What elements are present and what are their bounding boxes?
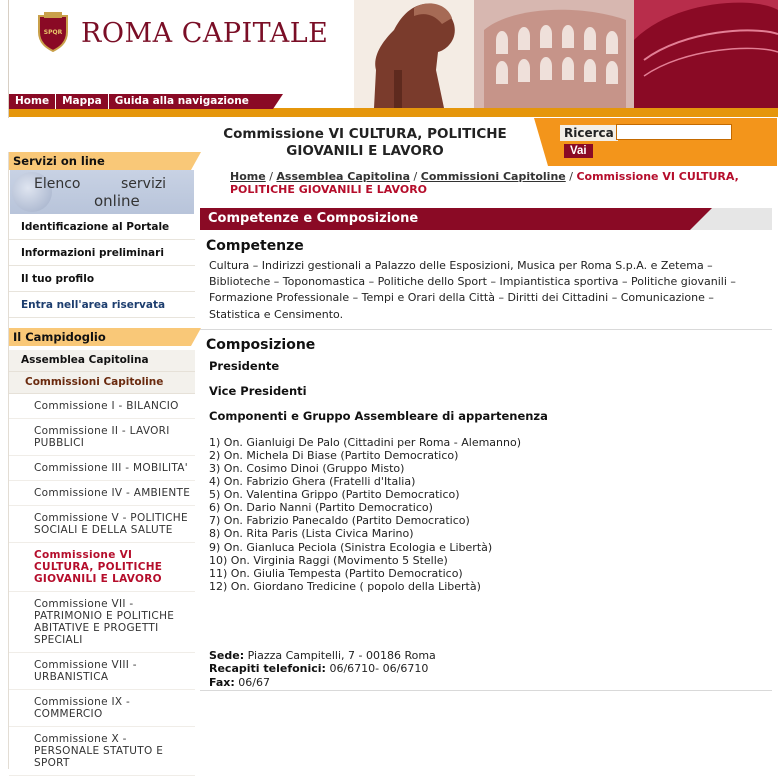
nav-home[interactable]: Home <box>9 94 56 109</box>
members-list <box>200 436 772 593</box>
sidebar-item-informazioni[interactable]: Informazioni preliminari <box>9 240 195 266</box>
banner-word-elenco: Elenco <box>34 176 81 192</box>
breadcrumb-home[interactable]: Home <box>230 170 266 183</box>
sidebar-commissione[interactable]: Commissione V - POLITICHE SOCIALI E DELLA SALUTE <box>9 506 195 543</box>
sidebar-commissione[interactable]: Commissione I - BILANCIO <box>9 394 195 419</box>
sidebar-heading-campidoglio: Il Campidoglio <box>9 328 191 346</box>
breadcrumb-separator: / <box>569 170 573 183</box>
sede-value: Piazza Campitelli, 7 - 00186 Roma <box>247 648 436 662</box>
nav-guida[interactable]: Guida alla navigazione <box>114 95 249 107</box>
presidente-label: Presidente <box>209 358 280 373</box>
member-item: 9) On. Gianluca Peciola (Sinistra Ecologia e Libertà) <box>209 540 493 554</box>
member-item: 2) On. Michela Di Biase (Partito Democratico) <box>209 448 459 462</box>
site-header <box>8 0 778 118</box>
elenco-servizi-banner[interactable] <box>10 170 194 214</box>
commissioni-list <box>9 394 195 776</box>
member-item: 7) On. Fabrizio Panecaldo (Partito Democratico) <box>209 514 470 528</box>
sidebar-commissione-active[interactable]: Commissione VI CULTURA, POLITICHE GIOVANILI E LAVORO <box>9 543 195 592</box>
header-orange-band <box>9 108 778 117</box>
section-title: Competenze e Composizione <box>200 208 690 230</box>
breadcrumb-assemblea[interactable]: Assemblea Capitolina <box>276 170 411 183</box>
search-button[interactable]: Vai <box>564 144 593 158</box>
sidebar-item-area-riservata[interactable]: Entra nell'area riservata <box>9 292 195 318</box>
top-navigation <box>9 94 273 109</box>
member-item: 5) On. Valentina Grippo (Partito Democratico) <box>209 488 460 502</box>
member-item: 1) On. Gianluigi De Palo (Cittadini per Roma - Alemanno) <box>209 435 522 449</box>
sidebar-item-profilo[interactable]: Il tuo profilo <box>9 266 195 292</box>
competenze-heading: Competenze <box>206 238 304 254</box>
fax-label: Fax: <box>209 675 235 689</box>
breadcrumb-separator: / <box>413 170 418 183</box>
svg-text:SPQR: SPQR <box>43 29 63 36</box>
member-item: 8) On. Rita Paris (Lista Civica Marino) <box>209 527 414 541</box>
search-input[interactable] <box>616 124 732 140</box>
search-box <box>548 118 777 166</box>
breadcrumb-commissioni[interactable]: Commissioni Capitoline <box>420 170 566 183</box>
fax-value: 06/67 <box>238 675 270 689</box>
sidebar-commissione[interactable]: Commissione IV - AMBIENTE <box>9 481 195 506</box>
breadcrumb-current: Commissione VI CULTURA, POLITICHE GIOVANILI E LAVORO <box>230 170 739 196</box>
banner-word-online: online <box>94 192 140 210</box>
sidebar-commissione[interactable]: Commissione X - PERSONALE STATUTO E SPORT <box>9 727 195 776</box>
section-header <box>200 208 772 230</box>
tel-value: 06/6710- 06/6710 <box>329 662 429 676</box>
componenti-label: Componenti e Gruppo Assembleare di appartenenza <box>209 408 548 423</box>
member-item: 3) On. Cosimo Dinoi (Gruppo Misto) <box>209 462 405 475</box>
nav-mappa[interactable]: Mappa <box>56 94 109 109</box>
content-divider <box>200 690 772 691</box>
page-title: Commissione VI CULTURA, POLITICHE GIOVANILI E LAVORO <box>223 126 507 159</box>
roma-crest-logo[interactable] <box>35 12 71 52</box>
member-item: 10) On. Virginia Raggi (Movimento 5 Stelle) <box>209 553 448 567</box>
sidebar-commissione[interactable]: Commissione VII - PATRIMONIO E POLITICHE ABITATIVE E PROGETTI SPECIALI <box>9 592 195 653</box>
sidebar-heading-servizi: Servizi on line <box>9 152 191 170</box>
member-item: 11) On. Giulia Tempesta (Partito Democratico) <box>209 566 463 580</box>
site-title: ROMA CAPITALE <box>81 18 329 49</box>
banner-word-servizi: servizi <box>121 176 167 192</box>
sidebar-item-assemblea[interactable]: Assemblea Capitolina <box>9 350 195 372</box>
contact-info <box>200 649 772 689</box>
hero-collage-image <box>354 0 778 108</box>
sede-label: Sede: <box>209 648 245 662</box>
composizione-heading: Composizione <box>206 336 316 353</box>
breadcrumb-separator: / <box>269 170 273 183</box>
sidebar-commissione[interactable]: Commissione IX - COMMERCIO <box>9 690 195 727</box>
competenze-text: Cultura – Indirizzi gestionali a Palazzo delle Esposizioni, Musica per Roma S.p.A. e Zetema – Biblioteche – Toponomastica – Politiche dello Sport – Impiantistica sportiva – Politiche giovanili – Formazione Professionale – Tempi e Orari della Città – Diritti dei Cittadini – Comunicazione – Statistica e Censimento. <box>200 254 772 330</box>
sidebar-commissione[interactable]: Commissione II - LAVORI PUBBLICI <box>9 419 195 456</box>
main-content <box>200 208 772 689</box>
breadcrumb <box>230 170 775 196</box>
member-item: 12) On. Giordano Tredicine ( popolo della Libertà) <box>209 579 481 593</box>
sidebar <box>8 152 195 769</box>
sidebar-commissione[interactable]: Commissione VIII - URBANISTICA <box>9 653 195 690</box>
vice-presidenti-label: Vice Presidenti <box>209 383 307 398</box>
member-item: 6) On. Dario Nanni (Partito Democratico) <box>209 501 433 515</box>
sidebar-item-commissioni[interactable]: Commissioni Capitoline <box>9 372 195 394</box>
tel-label: Recapiti telefonici: <box>209 662 326 676</box>
sidebar-commissione[interactable]: Commissione III - MOBILITA' <box>9 456 195 481</box>
search-label: Ricerca <box>560 125 618 141</box>
sidebar-item-identificazione[interactable]: Identificazione al Portale <box>9 214 195 240</box>
member-item: 4) On. Fabrizio Ghera (Fratelli d'Italia) <box>209 475 416 489</box>
